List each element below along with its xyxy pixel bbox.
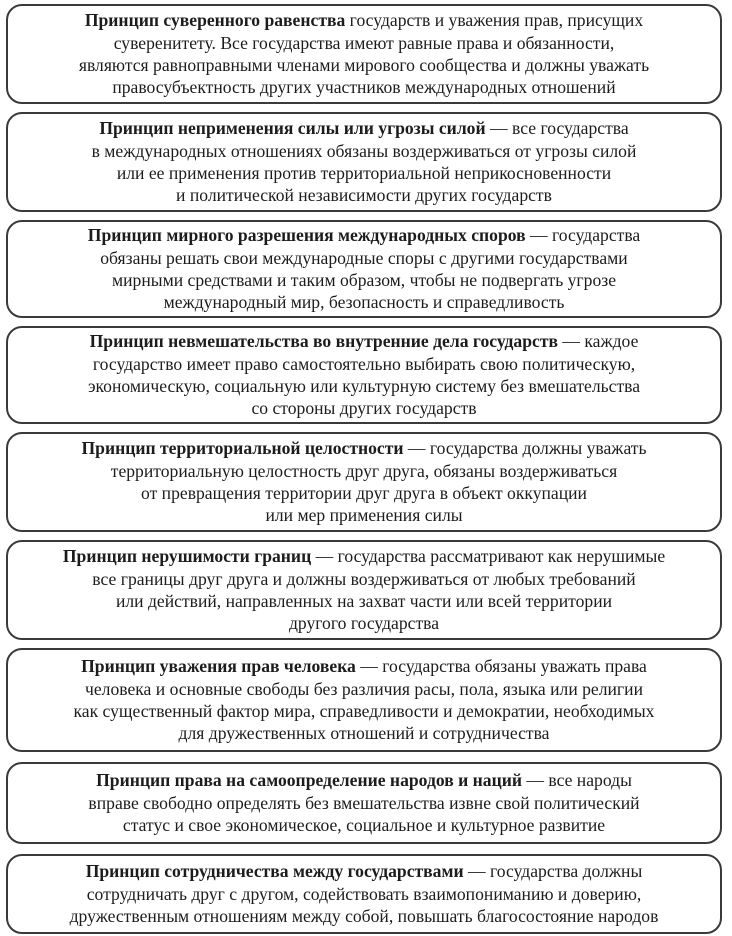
principle-text xyxy=(70,860,659,927)
principle-box-inviolability-of-borders xyxy=(6,540,722,640)
principle-box-non-use-of-force xyxy=(6,112,722,212)
principle-box-territorial-integrity xyxy=(6,432,722,532)
principle-title: Принцип территориальной целостности xyxy=(81,438,404,459)
principle-text xyxy=(88,330,640,420)
principle-description: — государства должны сотрудничать друг с другом, содействовать взаимопониманию и доверию, дружественным отношениям между собой, повышать благосостояние народов xyxy=(69,861,659,927)
principle-description: — все государства в международных отношениях обязаны воздерживаться от угрозы силой или ее применения против территориальной неприкосновенности и политической независимости других государств xyxy=(91,118,637,206)
principle-text xyxy=(92,117,637,207)
principle-text xyxy=(88,769,639,836)
principle-box-self-determination xyxy=(6,762,722,844)
principle-box-cooperation xyxy=(6,854,722,934)
principle-description: — государства должны уважать территориальную целостность друг друга, обязаны воздерживаться от превращения территории друг друга в объект оккупации или мер применения силы xyxy=(110,438,647,526)
principle-text xyxy=(88,224,640,314)
principle-title: Принцип нерушимости границ xyxy=(62,546,312,567)
principle-description: государств и уважения прав, присущих суверенитету. Все государства имеют равные права и обязанности, являются равноправными членами мирового сообщества и должны уважать правосубъектность других участников международных отношений xyxy=(78,10,650,98)
principle-description: — государства рассматривают как нерушимые все границы друг друга и должны воздерживаться от любых требований или действий, направленных на захват части или всей территории другого государства xyxy=(92,546,666,634)
principle-box-peaceful-settlement xyxy=(6,220,722,318)
principle-title: Принцип права на самоопределение народов и наций xyxy=(96,770,522,791)
principle-description: — государства обязаны уважать права человека и основные свободы без различия расы, пола, языка или религии как существенный фактор мира, справедливости и демократии, необходимых для дружественных отношений и сотрудничества xyxy=(73,656,655,744)
principle-text xyxy=(74,655,655,745)
principle-text xyxy=(79,9,649,99)
principle-title: Принцип уважения прав человека xyxy=(81,656,356,677)
principle-description: — государства обязаны решать свои международные споры с другими государствами мирными средствами и таким образом, чтобы не подвергать угрозе международный мир, безопасность и справедливость xyxy=(100,225,641,313)
principle-box-human-rights xyxy=(6,648,722,752)
principle-description: — все народы вправе свободно определять без вмешательства извне свой политический статус и свое экономическое, социальное и культурное развитие xyxy=(88,770,640,836)
principle-text xyxy=(63,545,665,635)
principle-title: Принцип суверенного равенства xyxy=(84,10,346,31)
principle-title: Принцип неприменения силы или угрозы силой xyxy=(99,118,486,139)
principle-text xyxy=(81,437,646,527)
principle-box-sovereign-equality xyxy=(6,4,722,104)
principle-title: Принцип невмешательства во внутренние дела государств xyxy=(89,331,558,352)
principle-description: — каждое государство имеет право самостоятельно выбирать свою политическую, экономическую, социальную или культурную систему без вмешательства со стороны других государств xyxy=(87,331,641,419)
principle-box-non-intervention xyxy=(6,326,722,424)
principle-title: Принцип сотрудничества между государствами xyxy=(85,861,464,882)
principle-title: Принцип мирного разрешения международных споров xyxy=(87,225,526,246)
